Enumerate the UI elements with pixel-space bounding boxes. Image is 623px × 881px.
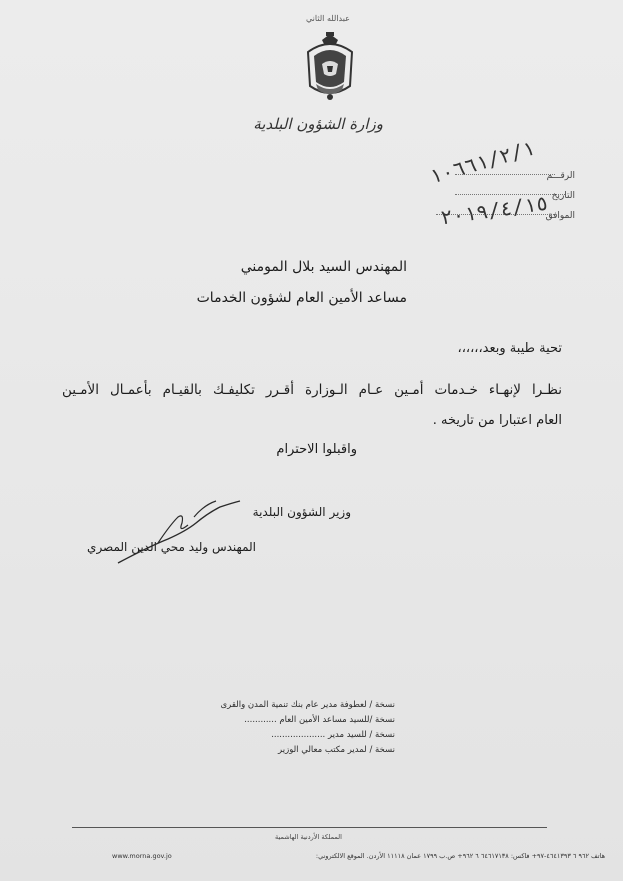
handwritten-date: ٢٠١٩/٤/١٥ [438, 190, 550, 230]
cc-line-2: نسخة /للسيد مساعد الأمين العام ............ [244, 715, 395, 725]
footer-contact: هاتف ٩٦٢ ٦ ٤٦٤١٣٩٣-٩٧+ فاكس: ٦٤٦١٧١٣٨ ٦ ٩٦٢+ ص.ب ١٧٩٩ عمان ١١١١٨ الأردن. الموقع الالكتروني: [315, 852, 605, 860]
coat-of-arms-icon [300, 30, 360, 105]
body-line-1: نظـرا لإنهـاء خـدمات أمـين عـام الـوزارة أقـرر تكليفـك بالقيـام بأعمـال الأمـين [62, 382, 562, 398]
greeting: تحية طيبة وبعد،،،،،، [457, 341, 562, 356]
handwritten-signature-icon [108, 495, 248, 570]
signatory-name: المهندس وليد محي الدين المصري [87, 540, 256, 554]
royal-monogram: عبدالله الثاني [306, 14, 350, 23]
ministry-name: وزارة الشؤون البلدية [253, 115, 383, 133]
cc-line-3: نسخة / للسيد مدير .................... [271, 730, 395, 740]
body-line-2: العام اعتبارا من تاريخه . [432, 413, 562, 428]
footer-kingdom: المملكة الأردنية الهاشمية [275, 833, 342, 841]
closing: واقبلوا الاحترام [276, 442, 357, 457]
recipient-title: مساعد الأمين العام لشؤون الخدمات [196, 290, 407, 306]
cc-line-1: نسخة / لعطوفة مدير عام بنك تنمية المدن والقرى [220, 700, 395, 710]
signatory-role: وزير الشؤون البلدية [252, 505, 351, 519]
date-label: التاريخ [551, 191, 575, 201]
footer-website: www.morna.gov.jo [112, 852, 172, 860]
recipient-name: المهندس السيد بلال المومني [240, 259, 407, 275]
cc-line-4: نسخة / لمدير مكتب معالي الوزير [278, 745, 395, 755]
hijri-label: الموافق [545, 211, 575, 221]
number-label: الرقـــم [546, 171, 575, 181]
footer-divider [72, 827, 547, 828]
handwritten-number: ١٠٦٦١/٢/١ [426, 135, 538, 189]
